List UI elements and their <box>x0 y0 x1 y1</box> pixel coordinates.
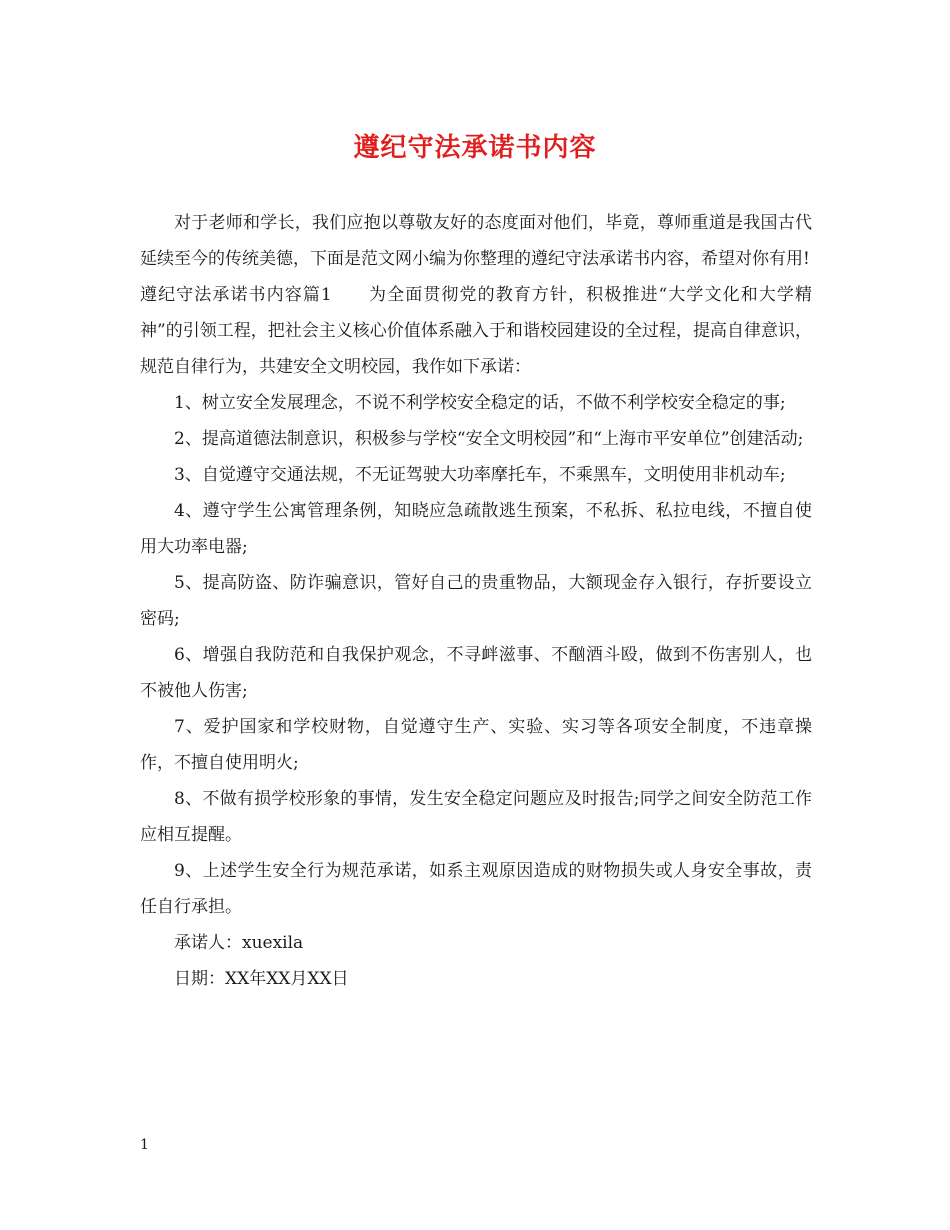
signer-line: 承诺人：xuexila <box>174 933 304 953</box>
pledge-item-4: 4、遵守学生公寓管理条例，知晓应急疏散逃生预案，不私拆、私拉电线，不擅自使用大功率电器; <box>140 501 812 557</box>
section-paragraph <box>140 277 812 385</box>
document-body <box>140 205 812 997</box>
pledge-item-7: 7、爱护国家和学校财物，自觉遵守生产、实验、实习等各项安全制度，不违章操作，不擅自使用明火; <box>140 717 812 773</box>
pledge-item-9: 9、上述学生安全行为规范承诺，如系主观原因造成的财物损失或人身安全事故，责任自行承担。 <box>140 861 812 917</box>
pledge-item-8: 8、不做有损学校形象的事情，发生安全稳定问题应及时报告;同学之间安全防范工作应相互提醒。 <box>140 789 812 845</box>
pledge-item-3: 3、自觉遵守交通法规，不无证驾驶大功率摩托车，不乘黑车，文明使用非机动车; <box>174 465 786 485</box>
pledge-item-5: 5、提高防盗、防诈骗意识，管好自己的贵重物品，大额现金存入银行，存折要设立密码; <box>140 573 812 629</box>
section-heading: 遵纪守法承诺书内容篇1 <box>140 285 332 305</box>
page-number: 1 <box>140 1137 149 1153</box>
intro-paragraph: 对于老师和学长，我们应抱以尊敬友好的态度面对他们，毕竟，尊师重道是我国古代延续至今的传统美德，下面是范文网小编为你整理的遵纪守法承诺书内容，希望对你有用! <box>140 213 812 269</box>
section-lead: 为全面贯彻党的教育方针，积极推进“大学文化和大学精神”的引领工程，把社会主义核心价值体系融入于和谐校园建设的全过程，提高自律意识，规范自律行为，共建安全文明校园，我作如下承诺： <box>140 285 812 377</box>
pledge-item-2: 2、提高道德法制意识，积极参与学校“安全文明校园”和“上海市平安单位”创建活动; <box>174 429 804 449</box>
pledge-item-6: 6、增强自我防范和自我保护观念，不寻衅滋事、不酗酒斗殴，做到不伤害别人，也不被他人伤害; <box>140 645 812 701</box>
document-title: 遵纪守法承诺书内容 <box>353 133 597 163</box>
pledge-item-1: 1、树立安全发展理念，不说不利学校安全稳定的话，不做不利学校安全稳定的事; <box>174 393 786 413</box>
date-line: 日期：XX年XX月XX日 <box>174 969 349 989</box>
section-gap <box>332 285 369 305</box>
